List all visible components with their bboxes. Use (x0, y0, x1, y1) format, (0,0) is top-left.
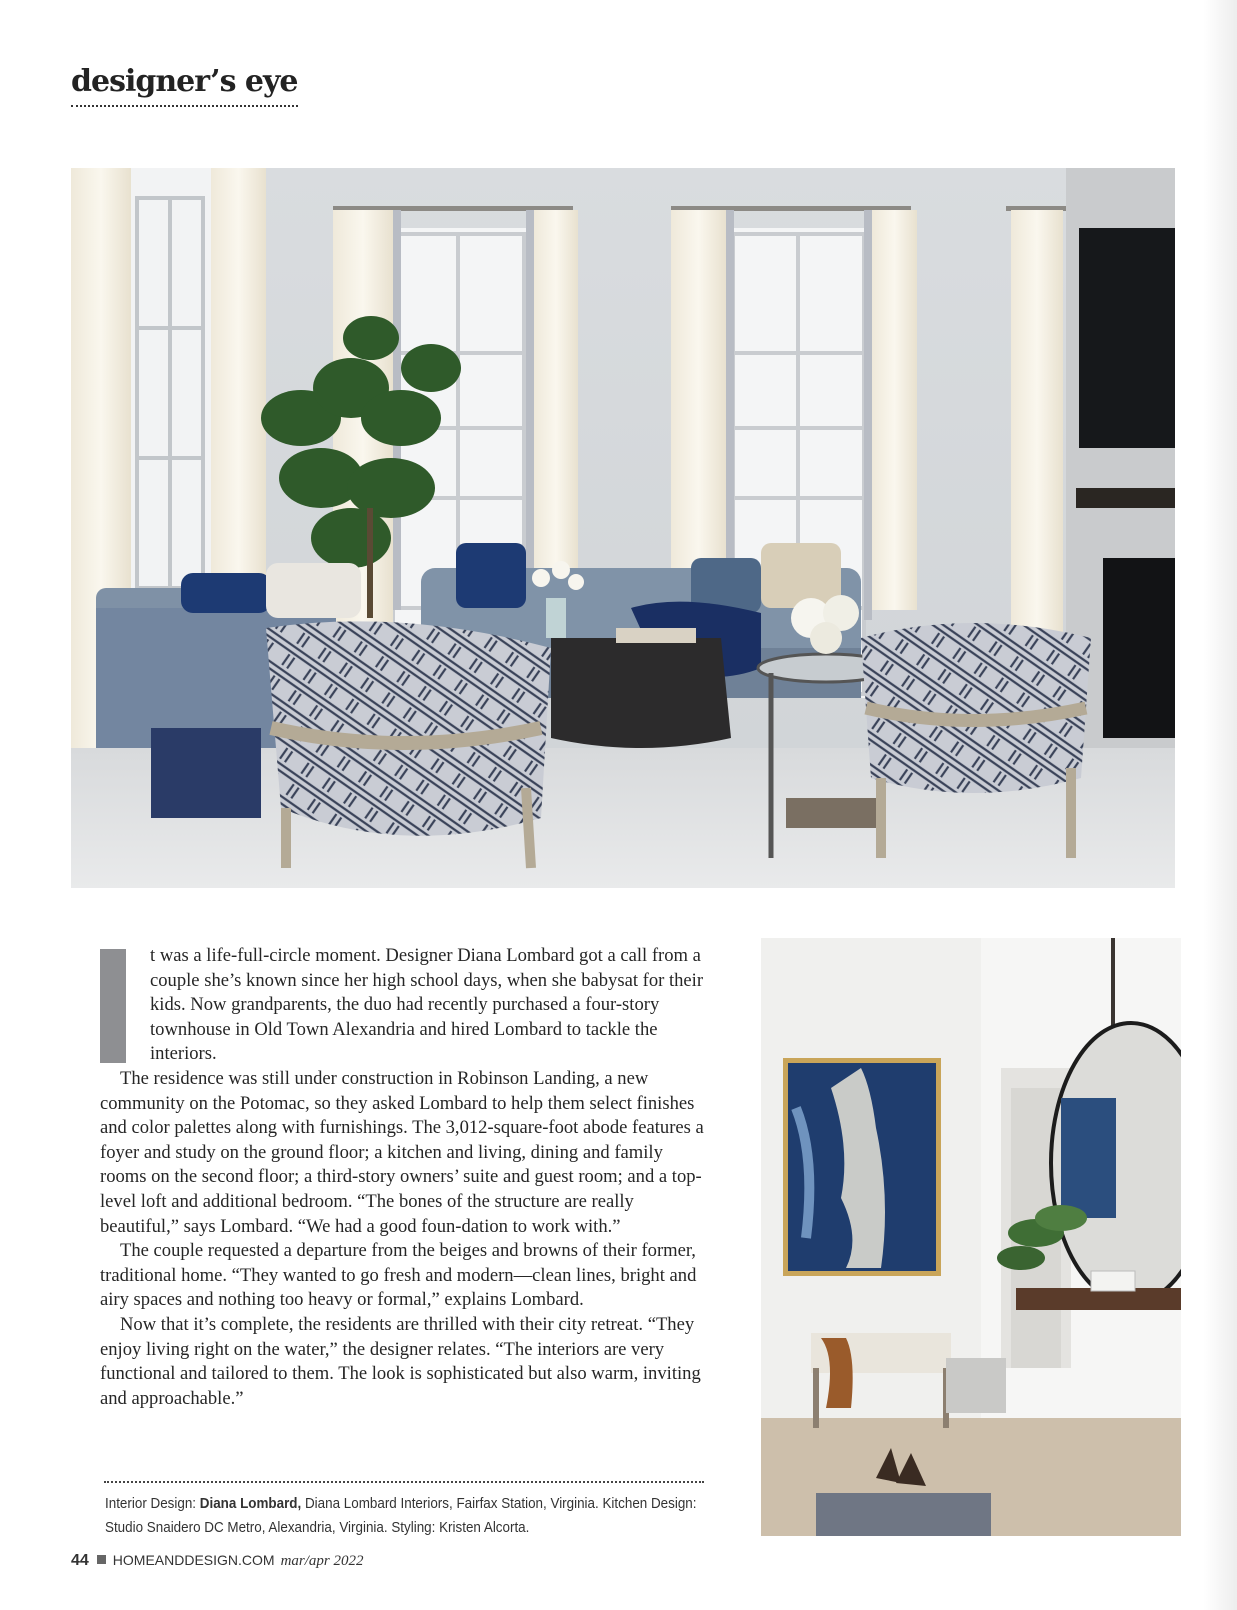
design-credits (105, 1492, 705, 1540)
credits-designer: Diana Lombard, (199, 1496, 302, 1512)
entryway-illustration (761, 938, 1181, 1536)
entryway-photo (761, 938, 1181, 1536)
article-paragraph-3: The couple requested a departure from the beiges and browns of their former, traditional home. “They wanted to go fresh and modern—clean lines, bright and airy spaces and nothing too heavy or formal,” explains Lombard. (100, 1240, 697, 1311)
dotted-divider (104, 1481, 704, 1483)
drop-cap-bar (100, 949, 126, 1063)
issue-date: mar/apr 2022 (280, 1553, 364, 1569)
article-body (100, 944, 704, 1411)
page-footer (71, 1552, 364, 1570)
credits-prefix: Interior Design: (105, 1496, 200, 1512)
website-url: HOMEANDDESIGN.COM (112, 1552, 275, 1568)
page-edge-shadow (1203, 0, 1237, 1610)
section-title: designer’s eye (71, 64, 298, 107)
credits-rest: Diana Lombard Interiors, Fairfax Station, Virginia. Kitchen Design: Studio Snaidero DC Metro, Alexandria, Virginia. Styling: Kristen Alcorta. (105, 1496, 697, 1536)
article-paragraph-1-text: t was a life-full-circle moment. Designer Diana Lombard got a call from a couple she’s known since her high school days, when she babysat for their kids. Now grandparents, the duo had recently purchased a four-story townhouse in Old Town Alexandria and hired Lombard to tackle the interiors. (150, 945, 704, 1065)
living-room-illustration (71, 168, 1175, 888)
article-paragraph-1 (100, 944, 704, 1067)
article-paragraph-4: Now that it’s complete, the residents are thrilled with their city retreat. “They enjoy living right on the water,” the designer relates. “The interiors are very functional and tailored to them. The look is sophisticated but also warm, inviting and approachable.” (100, 1313, 701, 1409)
square-bullet-icon (97, 1555, 106, 1564)
living-room-photo (71, 168, 1175, 888)
page-number: 44 (71, 1552, 89, 1569)
article-paragraph-2: The residence was still under construction in Robinson Landing, a new community on the Potomac, so they asked Lombard to help them select finishes and color palettes along with furnishings. The 3,012-square-foot abode features a foyer and study on the ground floor; a kitchen and living, dining and family rooms on the second floor; a third-story owners’ suite and guest room; and a top-level loft and additional bedroom. “The bones of the structure are really beautiful,” says Lombard. “We had a good foun-dation to work with.” (100, 1067, 704, 1237)
